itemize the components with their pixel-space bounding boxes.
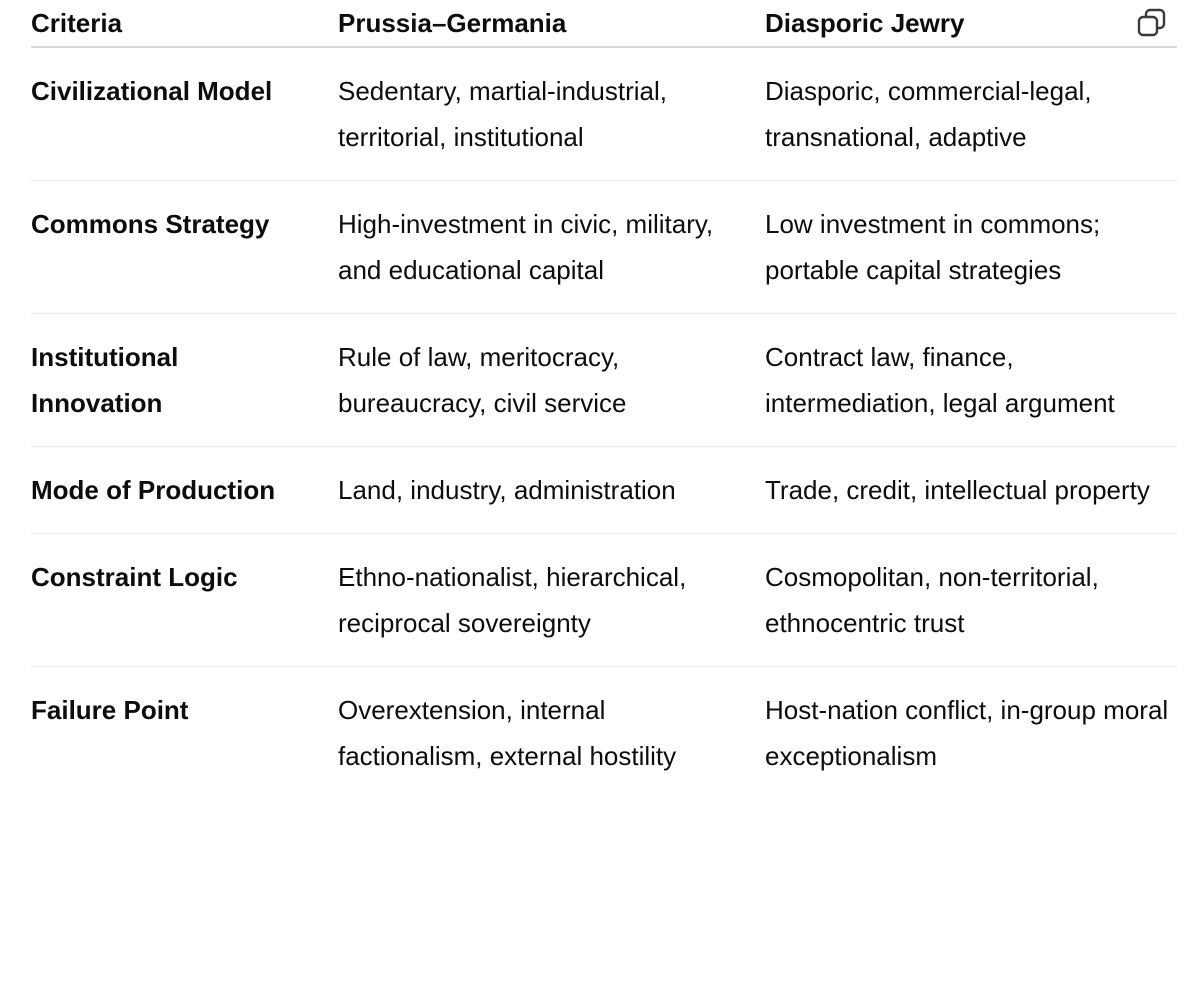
copy-icon (1136, 7, 1168, 39)
prussia-cell: Ethno-nationalist, hierarchical, reciprocal sovereignty (338, 534, 765, 667)
criteria-cell: Mode of Production (31, 447, 338, 534)
jewry-cell: Diasporic, commercial-legal, transnational, adaptive (765, 47, 1177, 181)
criteria-cell: Failure Point (31, 695, 189, 725)
criteria-cell: Civilizational Model (31, 47, 338, 181)
prussia-cell: High-investment in civic, military, and educational capital (338, 181, 765, 314)
criteria-cell: Institutional Innovation (31, 314, 338, 447)
prussia-cell: Rule of law, meritocracy, bureaucracy, civil service (338, 314, 765, 447)
column-header-criteria: Criteria (31, 0, 338, 47)
comparison-table (31, 0, 1177, 799)
jewry-cell: Host-nation conflict, in-group moral exceptionalism (765, 695, 1169, 771)
prussia-cell: Land, industry, administration (338, 447, 765, 534)
jewry-cell: Contract law, finance, intermediation, legal argument (765, 314, 1177, 447)
prussia-cell: Overextension, internal factionalism, external hostility (338, 695, 677, 771)
criteria-cell: Constraint Logic (31, 534, 338, 667)
table-header-row (31, 0, 1177, 47)
table-row (31, 534, 1177, 667)
comparison-table-container (31, 0, 1177, 799)
table-row (31, 314, 1177, 447)
table-row (31, 181, 1177, 314)
table-row (31, 47, 1177, 181)
jewry-cell: Low investment in commons; portable capital strategies (765, 181, 1177, 314)
criteria-cell: Commons Strategy (31, 181, 338, 314)
copy-table-button[interactable] (1136, 7, 1168, 39)
column-header-diasporic-jewry: Diasporic Jewry (765, 0, 1177, 47)
column-header-prussia-germania: Prussia–Germania (338, 0, 765, 47)
table-row (31, 447, 1177, 534)
jewry-cell: Trade, credit, intellectual property (765, 447, 1177, 534)
prussia-cell: Sedentary, martial-industrial, territorial, institutional (338, 47, 765, 181)
jewry-cell: Cosmopolitan, non-territorial, ethnocentric trust (765, 534, 1177, 667)
table-row (31, 667, 1177, 800)
